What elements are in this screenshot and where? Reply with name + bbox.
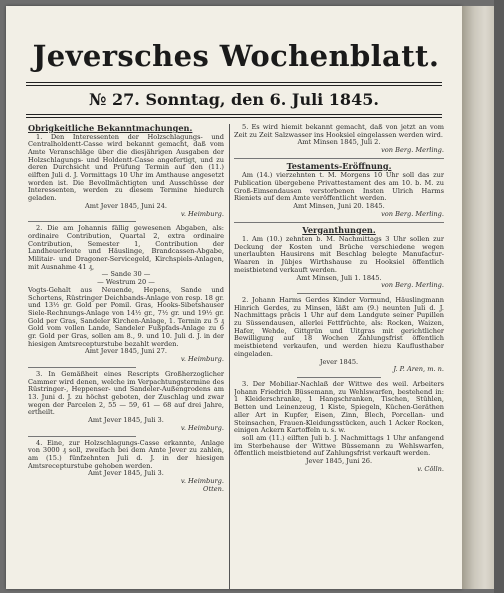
- left-column: [28, 124, 224, 589]
- notice-3-signature: v. Heimburg.: [180, 423, 224, 432]
- divider: [234, 222, 444, 223]
- divider: [297, 293, 381, 294]
- notice-2-intro: 2. Die am Johannis fällig gewesenen Abgaben, als: ordinaire Contribution, Quartal 2, extra ordinaire Contribution, Semester 1, Contribution der Landheuerleute und Häuslinge, Brandcassen-Abgabe, Militair- und Dragoner-Servicegeld, Kirchspiels-Anlagen, mit Ausnahme 41 ₰,: [28, 224, 224, 271]
- divider: [297, 377, 381, 378]
- divider: [28, 221, 136, 222]
- masthead-title: Jeversches Wochenblatt.: [32, 39, 440, 73]
- notice-5: 5. Es wird hiemit bekannt gemacht, daß von jetzt an vom Zeit zu Zeit Salzwasser ins Hooksiel eingelassen werden wird.: [234, 124, 444, 139]
- auction-1: 1. Am (10.) zehnten b. M. Nachmittags 3 Uhr sollen zur Deckung der Kosten und Brüche verschiedene wegen unerlaubten Hausirens mit Beschlag belegte Manufactur-Waaren in Jübjes Wirthshause zu Hooksiel öffentlich meistbietend verkauft werden.: [234, 235, 444, 274]
- notice-2-body: Vogts-Gehalt aus Neuende, Hepens, Sande und Schortens, Rüstringer Deichbands-Anlage von resp. 18 gr. und 13½ gr. Gold per Pomil. Gras, Hooks-Sibetshauser Siele-Rechnungs-Anlage von 14½ gr., 7½ gr. und 19½ gr. Gold per Gras, Sandeler Kirchen-Anlage, 1. Termin zu 5 ₰ Gold vom vollen Lande, Sandeler Fußpfads-Anlage zu 6 gr. Gold per Gras, sollen am 8., 9. und 10. Juli d. J. in der hiesigen Amtsrecepturstube bezahlt werden.: [28, 285, 224, 348]
- masthead-rule-bottom-2: [26, 117, 442, 118]
- testament-signature: von Berg. Merling.: [381, 209, 444, 218]
- notice-1-signature: v. Heimburg.: [180, 209, 224, 218]
- notice-4-signature: v. Heimburg.: [180, 477, 224, 486]
- column-footer-signature: Otten.: [203, 484, 224, 493]
- right-column: [234, 124, 444, 589]
- testament-date: Amt Minsen, Juni 20. 1845.: [293, 202, 385, 211]
- scan-border: [494, 0, 504, 593]
- auction-3-date: Jever 1845, Juni 26.: [305, 457, 373, 466]
- masthead-rule-top: [26, 82, 442, 83]
- notice-3: 3. In Gemäßheit eines Rescripts Großherzoglicher Cammer wird denen, welche im Verpachtungstermine des Rüstringer-, Heppenser- und Sandeler-Außengrodens am 13. Juni d. J. zu höchst geboten, der Zuschlag und zwar wegen der Parcelen 2, 55 — 59, 61 — 68 auf drei Jahre, ertheilt.: [28, 369, 224, 417]
- masthead-rule-top-2: [26, 85, 442, 86]
- divider: [28, 436, 136, 437]
- testament-notice: Am (14.) vierzehnten t. M. Morgens 10 Uhr soll das zur Publication übergebene Privattestament des am 10. b. M. zu Groß-Eimsendausen verstorbenen Insten Ulrich Harms Rieniets auf dem Amte veröffentlicht werden.: [234, 171, 444, 203]
- newspaper-page: [6, 6, 462, 589]
- auction-2-signature: J. P. Aren, m. n.: [393, 365, 444, 374]
- notice-5-date: Amt Minsen 1845, Juli 2.: [297, 138, 381, 147]
- section-heading-auctions: Verganthungen.: [302, 224, 376, 235]
- notice-2-westrum: — Westrum 20 —: [97, 278, 155, 287]
- notice-3-date: Amt Jever 1845, Juli 3.: [88, 416, 164, 425]
- auction-1-signature: von Berg. Merling.: [381, 281, 444, 290]
- masthead-rule-bottom: [26, 114, 442, 115]
- auction-3-signature: v. Cölln.: [417, 464, 444, 473]
- auction-2: 2. Johann Harms Gerdes Kinder Vormund, Häuslingmann Hinrich Gerdes, zu Minsen, läßt am (9.) neunten Juli d. J. Nachmittags präcis 1 Uhr auf dem Landgute seiner Pupillen zu Süssendausen, allerlei Fettfrüchte, als: Rocken, Waizen, Hafer, Wehde, Gittgrün und Uitgras mit gerichtlicher Bewilligung auf 18 Wochen Zahlungsfrist öffentlich meistbietend verkaufen, und werden hiezu Kauflusthaber eingeladen.: [234, 295, 444, 358]
- divider: [28, 367, 136, 368]
- auction-1-date: Amt Minsen, Juli 1. 1845.: [296, 273, 382, 282]
- issue-line: № 27. Sonntag, den 6. Juli 1845.: [89, 90, 379, 109]
- auction-3: 3. Der Mobiliar-Nachlaß der Wittwe des weil. Arbeiters Johann Friedrich Büssemann, zu Wehlswarfen, bestehend in: 1 Kleiderschranke, 1 Hangschranken, Tischen, Stühlen, Betten und Leinenzeug, 1 Kiste, Spiegeln, Küchen-Geräthen aller Art in Kupfer, Eisen, Zinn, Blech, Porcellan- und Steinsachen, Frauen-Kleidungsstücken, auch 1 Acker Rocken, einigen Ackern Kartoffeln u. s. w.: [234, 379, 444, 435]
- notice-1: 1. Den Interessenten der Holzschlagungs- und Centralholdentt-Casse wird bekannt gemacht, daß vom Amte Veranschläge über die diesjährigen Ausgaben der Holzschlagungs- und Holdentt-Casse angefertigt, und zu deren Durchsicht und Prüfung Termin auf den (11.) eilften Juli d. J. Vormittags 10 Uhr im Amthause angesetzt worden ist. Die Bevollmächtigten und Ausschüsse der Interessenten, werden zu diesem Termine hiedurch geladen.: [28, 132, 224, 203]
- notice-2-sande: — Sande 30 —: [101, 270, 151, 279]
- column-divider: [229, 124, 230, 589]
- notice-2-signature: v. Heimburg.: [180, 355, 224, 364]
- notice-2-date: Amt Jever 1845, Juni 27.: [85, 347, 167, 356]
- auction-3-continued: soll am (11.) eilften Juli b. J. Nachmittags 1 Uhr anfangend im Sterbehause der Wittwe Büssemann zu Wehlswarfen, öffentlich meistbietend auf Zahlungsfrist verkauft werden.: [234, 433, 444, 458]
- notice-1-date: Amt Jever 1845, Juni 24.: [85, 201, 167, 210]
- notice-5-signature: von Berg. Merling.: [381, 146, 444, 155]
- notice-4-date: Amt Jever 1845, Juli 3.: [88, 469, 164, 478]
- section-heading-official: Obrigkeitliche Bekanntmachungen.: [28, 124, 193, 133]
- divider: [234, 158, 444, 159]
- notice-4: 4. Eine, zur Holzschlagungs-Casse erkannte, Anlage von 3000 ₰ soll, zweifach bei dem Amte Jever zu zahlen, am (15.) fünfzehnten Juli d. J. in der hiesigen Amtsrecepturstube gehoben werden.: [28, 438, 224, 470]
- auction-2-date: Jever 1845.: [319, 357, 359, 366]
- section-heading-testament: Testaments-Eröffnung.: [286, 160, 392, 171]
